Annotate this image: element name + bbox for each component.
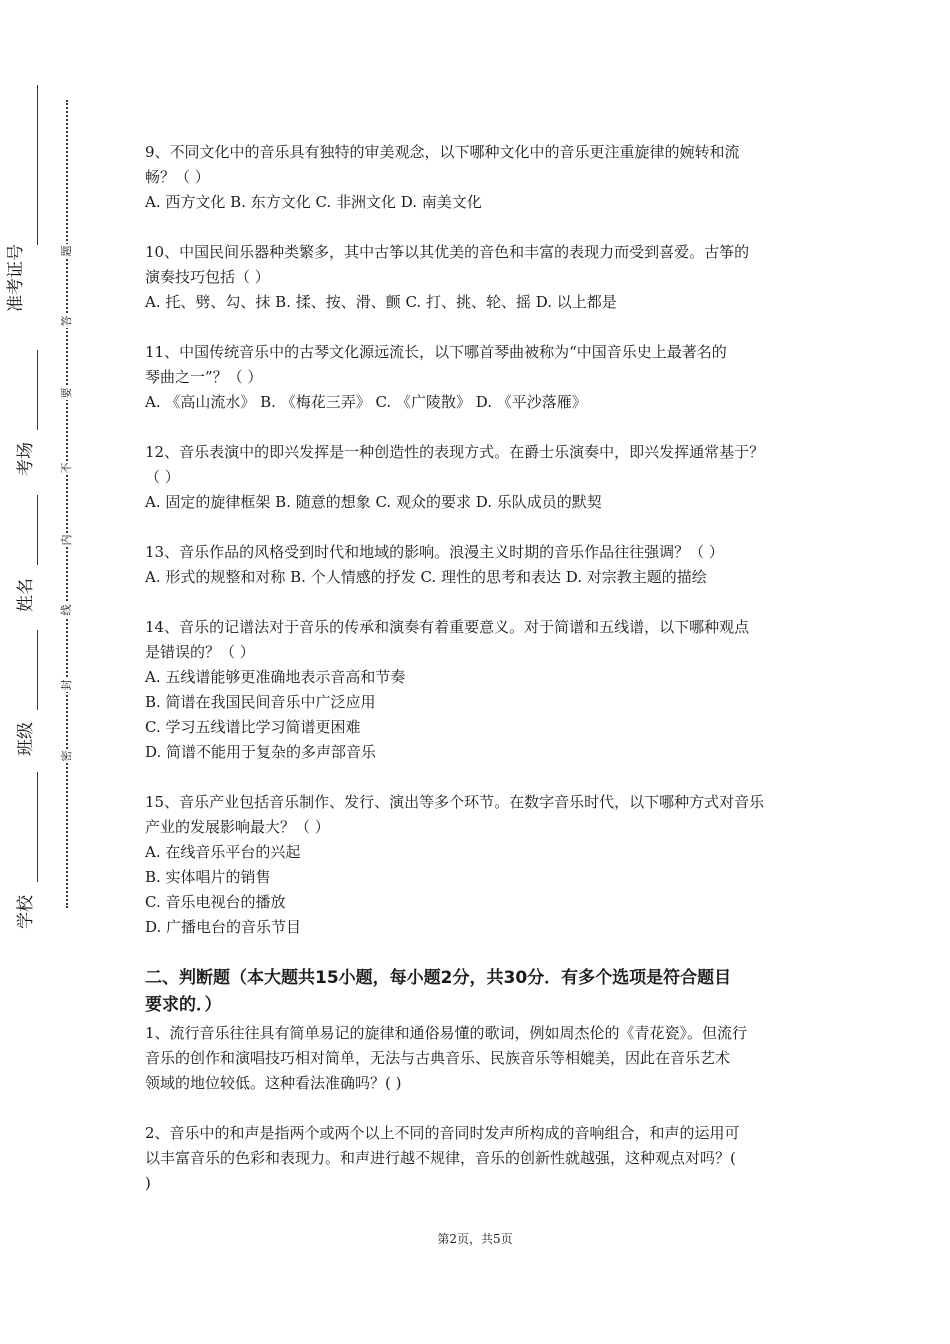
question-option: A. 在线音乐平台的兴起 bbox=[145, 843, 301, 861]
field-underline-exam-room bbox=[37, 350, 38, 430]
question-12 bbox=[145, 440, 825, 515]
question-options: A. 西方文化 B. 东方文化 C. 非洲文化 D. 南美文化 bbox=[145, 193, 482, 211]
question-options: A. 形式的规整和对称 B. 个人情感的抒发 C. 理性的思考和表达 D. 对宗教主题的描绘 bbox=[145, 568, 707, 586]
section-heading-line: 要求的．） bbox=[145, 995, 222, 1015]
question-stem: （ ） bbox=[145, 468, 180, 486]
seal-char: 不 bbox=[60, 462, 73, 474]
field-label-class: 班级 bbox=[16, 722, 36, 756]
seal-char: 要 bbox=[60, 387, 73, 399]
field-label-exam-room: 考场 bbox=[16, 442, 36, 476]
question-stem: 音乐的创作和演唱技巧相对简单，无法与古典音乐、民族音乐等相媲美，因此在音乐艺术 bbox=[145, 1049, 731, 1067]
question-stem: 琴曲之一”？（ ） bbox=[145, 368, 263, 386]
field-underline-school bbox=[37, 772, 38, 882]
question-stem: 15、音乐产业包括音乐制作、发行、演出等多个环节。在数字音乐时代，以下哪种方式对音乐 bbox=[145, 793, 765, 811]
question-stem: 是错误的？（ ） bbox=[145, 643, 255, 661]
question-13 bbox=[145, 540, 825, 590]
field-label-school: 学校 bbox=[16, 895, 36, 929]
page-number: 第2页，共5页 bbox=[437, 1232, 513, 1246]
question-stem: 11、中国传统音乐中的古琴文化源远流长，以下哪首琴曲被称为“中国音乐史上最著名的 bbox=[145, 343, 727, 361]
question-11 bbox=[145, 340, 825, 415]
seal-char: 答 bbox=[60, 315, 73, 327]
question-stem: 以丰富音乐的色彩和表现力。和声进行越不规律，音乐的创新性就越强，这种观点对吗？( bbox=[145, 1149, 736, 1167]
question-option: B. 简谱在我国民间音乐中广泛应用 bbox=[145, 693, 376, 711]
question-option: C. 学习五线谱比学习简谱更困难 bbox=[145, 718, 361, 736]
question-stem: 14、音乐的记谱法对于音乐的传承和演奏有着重要意义。对于简谱和五线谱，以下哪种观点 bbox=[145, 618, 750, 636]
question-15 bbox=[145, 790, 825, 940]
question-14 bbox=[145, 615, 825, 765]
question-option: A. 五线谱能够更准确地表示音高和节奏 bbox=[145, 668, 406, 686]
field-underline-exam-number bbox=[37, 85, 38, 245]
question-option: C. 音乐电视台的播放 bbox=[145, 893, 286, 911]
seal-char: 封 bbox=[60, 679, 73, 691]
question-stem: 演奏技巧包括（ ） bbox=[145, 268, 270, 286]
question-stem: 10、中国民间乐器种类繁多，其中古筝以其优美的音色和丰富的表现力而受到喜爱。古筝的 bbox=[145, 243, 750, 261]
field-underline-name bbox=[37, 495, 38, 565]
question-option: D. 简谱不能用于复杂的多声部音乐 bbox=[145, 743, 377, 761]
seal-char: 内 bbox=[60, 534, 73, 546]
seal-char: 题 bbox=[60, 245, 73, 257]
seal-dotted-line bbox=[66, 100, 68, 908]
question-option: D. 广播电台的音乐节目 bbox=[145, 918, 302, 936]
question-options: A. 《高山流水》 B. 《梅花三弄》 C. 《广陵散》 D. 《平沙落雁》 bbox=[145, 393, 587, 411]
question-stem: 1、流行音乐往往具有简单易记的旋律和通俗易懂的歌词，例如周杰伦的《青花瓷》。但流行 bbox=[145, 1024, 748, 1042]
question-stem: 9、不同文化中的音乐具有独特的审美观念，以下哪种文化中的音乐更注重旋律的婉转和流 bbox=[145, 143, 740, 161]
question-stem: 产业的发展影响最大？（ ） bbox=[145, 818, 330, 836]
judgment-question-2 bbox=[145, 1121, 825, 1196]
question-options: A. 固定的旋律框架 B. 随意的想象 C. 观众的要求 D. 乐队成员的默契 bbox=[145, 493, 602, 511]
judgment-question-1 bbox=[145, 1021, 825, 1096]
field-label-exam-number: 准考证号 bbox=[6, 244, 26, 312]
question-10 bbox=[145, 240, 825, 315]
question-9 bbox=[145, 140, 825, 215]
section-heading-line: 二、判断题（本大题共15小题，每小题2分，共30分．有多个选项是符合题目 bbox=[145, 968, 732, 988]
question-stem: 2、音乐中的和声是指两个或两个以上不同的音同时发声所构成的音响组合，和声的运用可 bbox=[145, 1124, 740, 1142]
seal-char: 线 bbox=[60, 604, 73, 616]
question-stem: 领域的地位较低。这种看法准确吗？( ) bbox=[145, 1074, 402, 1092]
question-stem: 12、音乐表演中的即兴发挥是一种创造性的表现方式。在爵士乐演奏中，即兴发挥通常基于？ bbox=[145, 443, 765, 461]
question-option: B. 实体唱片的销售 bbox=[145, 868, 271, 886]
question-options: A. 托、劈、勾、抹 B. 揉、按、滑、颤 C. 打、挑、轮、摇 D. 以上都是 bbox=[145, 293, 617, 311]
binding-margin bbox=[0, 0, 90, 1344]
seal-char: 密 bbox=[60, 750, 73, 762]
field-label-name: 姓名 bbox=[16, 578, 36, 612]
question-stem: 13、音乐作品的风格受到时代和地域的影响。浪漫主义时期的音乐作品往往强调？（ ） bbox=[145, 543, 724, 561]
field-underline-class bbox=[37, 630, 38, 710]
exam-content bbox=[145, 140, 825, 1221]
question-stem: ) bbox=[145, 1174, 151, 1192]
question-stem: 畅？（ ） bbox=[145, 168, 210, 186]
section-two-heading bbox=[145, 965, 825, 1019]
